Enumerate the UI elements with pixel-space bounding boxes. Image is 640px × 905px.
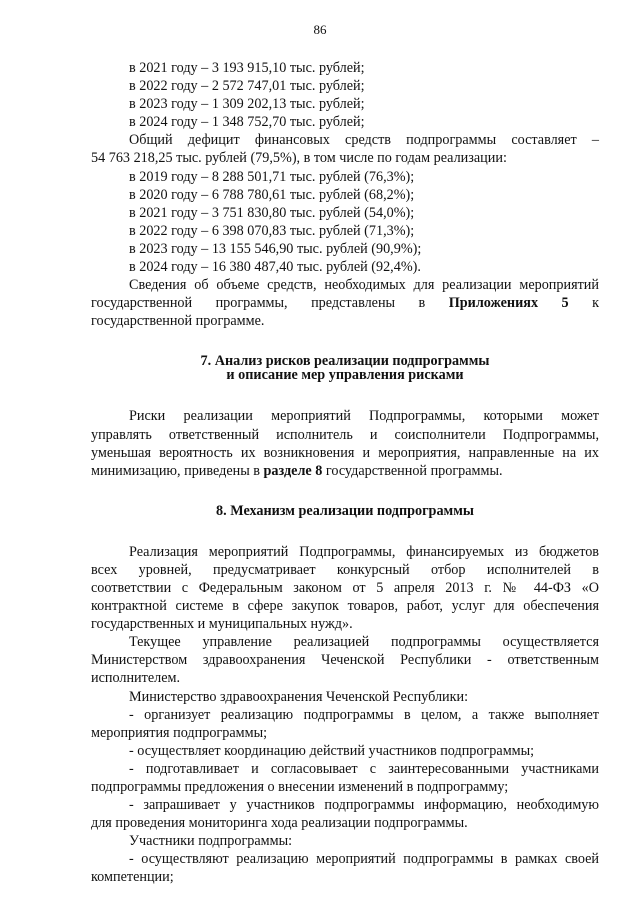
section-heading-line: и описание мер управления рисками (226, 367, 464, 384)
duty-line: - запрашивает у участников подпрограммы информацию, необходимую (129, 797, 599, 814)
appendix-text: государственной программы, представлены в (91, 295, 449, 312)
management-paragraph (91, 633, 599, 687)
management-line: Министерством здравоохранения Чеченской Республики - ответственным (91, 652, 599, 669)
mechanism-line: всех уровней, предусматривает конкурсный отбор исполнителей в (91, 561, 599, 578)
risks-line: управлять ответственный исполнитель и соисполнители Подпрограммы, (91, 426, 599, 443)
duty-line: для проведения мониторинга хода реализации подпрограммы. (91, 815, 468, 832)
duty-line: подпрограммы предложения о внесении изменений в подпрограмму; (91, 779, 509, 795)
deficit-year-line: в 2024 году – 16 380 487,40 тыс. рублей (92,4%). (129, 259, 421, 276)
section-reference: разделе 8 (263, 462, 323, 479)
section-heading-line: 7. Анализ рисков реализации подпрограммы (200, 353, 490, 370)
participants-intro: Участники подпрограммы: (129, 833, 293, 850)
deficit-year-line: в 2019 году – 8 288 501,71 тыс. рублей (76,3%); (129, 168, 415, 185)
mechanism-line: соответствии с Федеральным законом от 5 апреля 2013 г. № 44-ФЗ «О (91, 579, 599, 596)
section-heading-line: 8. Механизм реализации подпрограммы (216, 502, 474, 519)
risks-line: уменьшая вероятность их возникновения и мероприятия, направленные на их (91, 444, 599, 461)
participants-duties-list (91, 850, 599, 886)
deficit-year-line: в 2023 году – 13 155 546,90 тыс. рублей (90,9%); (129, 240, 422, 257)
year-line: в 2024 году – 1 348 752,70 тыс. рублей; (129, 114, 365, 131)
year-list (91, 59, 599, 131)
duty-line: - подготавливает и согласовывает с заинтересованными участниками (129, 760, 599, 777)
deficit-year-list (91, 168, 599, 277)
duty-line: - осуществляют реализацию мероприятий подпрограммы в рамках своей (129, 851, 599, 868)
duty-line: - осуществляет координацию действий участников подпрограммы; (129, 742, 535, 759)
risks-line (91, 462, 599, 480)
duty-line: - организует реализацию подпрограммы в целом, а также выполняет (129, 706, 599, 723)
management-line: Текущее управление реализацией подпрограммы осуществляется (129, 634, 599, 651)
duty-line: мероприятия подпрограммы; (91, 724, 268, 741)
mechanism-paragraph (91, 543, 599, 633)
appendix-paragraph (91, 276, 599, 330)
year-line: в 2021 году – 3 193 915,10 тыс. рублей; (129, 60, 365, 76)
risks-text: государственной программы. (322, 462, 503, 479)
appendix-text: к (568, 295, 599, 312)
page-number: 86 (313, 22, 327, 37)
management-line: исполнителем. (91, 670, 181, 687)
ministry-duties-list (91, 706, 599, 833)
section-8-heading (91, 504, 599, 518)
mechanism-line: контрактной системе в сфере закупок товаров, работ, услуг для обеспечения (91, 598, 599, 615)
risks-line: Риски реализации мероприятий Подпрограммы, которыми может (129, 408, 599, 425)
appendix-reference: Приложениях 5 (448, 295, 569, 312)
duty-line: компетенции; (91, 869, 174, 886)
deficit-year-line: в 2021 году – 3 751 830,80 тыс. рублей (54,0%); (129, 204, 415, 221)
deficit-line: Общий дефицит финансовых средств подпрограммы составляет – (129, 132, 599, 149)
risks-text: минимизацию, приведены в (91, 462, 264, 479)
risks-paragraph (91, 407, 599, 479)
year-line: в 2022 году – 2 572 747,01 тыс. рублей; (129, 78, 365, 95)
deficit-year-line: в 2020 году – 6 788 780,61 тыс. рублей (68,2%); (129, 186, 415, 203)
year-line: в 2023 году – 1 309 202,13 тыс. рублей; (129, 96, 365, 113)
mechanism-line: государственных и муниципальных нужд». (91, 616, 353, 633)
appendix-line: государственной программе. (91, 313, 265, 330)
deficit-year-line: в 2022 году – 6 398 070,83 тыс. рублей (71,3%); (129, 222, 415, 239)
mechanism-line: Реализация мероприятий Подпрограммы, финансируемых из бюджетов (129, 543, 599, 560)
appendix-line: Сведения об объеме средств, необходимых для реализации мероприятий (129, 277, 599, 294)
deficit-line: 54 763 218,25 тыс. рублей (79,5%), в том числе по годам реализации: (91, 150, 507, 167)
section-7-heading (91, 354, 599, 382)
ministry-intro: Министерство здравоохранения Чеченской Республики: (129, 688, 469, 705)
deficit-paragraph (91, 131, 599, 167)
appendix-line (91, 294, 599, 312)
document-body (91, 59, 599, 887)
